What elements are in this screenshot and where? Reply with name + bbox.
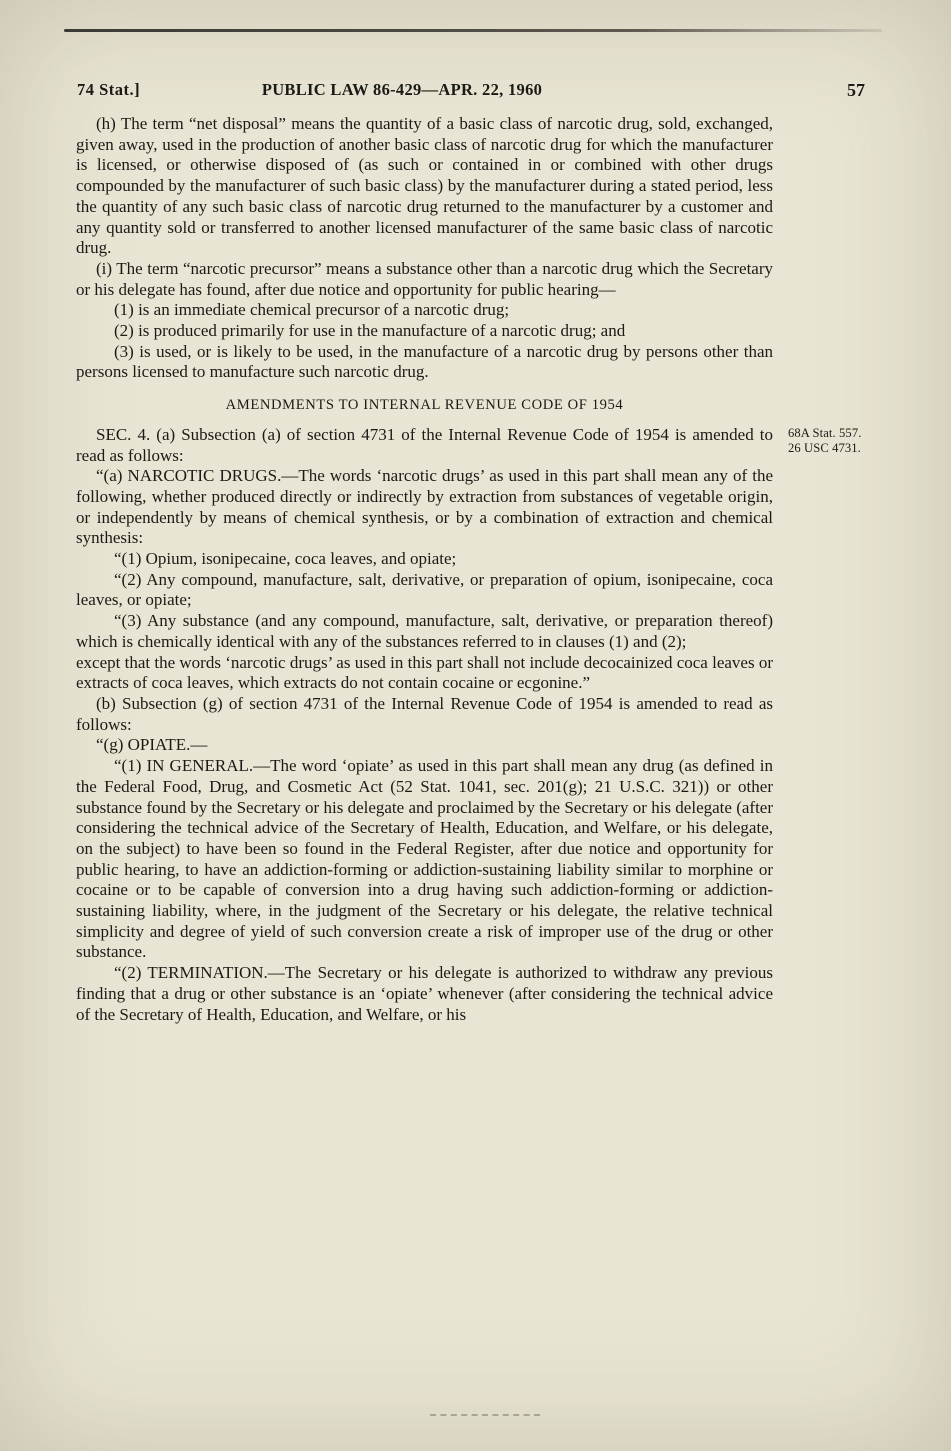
opiate-termination-clause: “(2) TERMINATION.—The Secretary or his delegate is authorized to withdraw any previous finding that a drug or other substance is an ‘opiate’ whenever (after considering the technical advice of the Secretary of Health, Education, and Welfare, or his [76,963,773,1024]
amendments-heading: AMENDMENTS TO INTERNAL REVENUE CODE OF 1954 [225,397,624,414]
narcotic-drugs-clause-2: “(2) Any compound, manufacture, salt, derivative, or preparation of opium, isonipecaine, coca leaves, or opiate; [76,569,773,610]
law-heading: PUBLIC LAW 86-429—APR. 22, 1960 [261,80,543,99]
narcotic-drugs-clause-3: “(3) Any substance (and any compound, manufacture, salt, derivative, or preparation thereof) which is chemically identical with any of the substances referred to in clauses (1) and (2); [76,611,773,651]
sec4-intro-paragraph [76,424,862,466]
definition-i-clause-2: (2) is produced primarily for use in the manufacture of a narcotic drug; and [114,321,626,341]
narcotic-drugs-clause-1: “(1) Opium, isonipecaine, coca leaves, and opiate; [114,549,457,569]
scan-artifact-line-top [64,29,882,32]
margin-note-line: 26 USC 4731. [788,440,861,455]
page-number: 57 [847,80,865,100]
running-head [0,80,951,106]
opiate-general-clause: “(1) IN GENERAL.—The word ‘opiate’ as used in this part shall mean any drug (as defined in the Federal Food, Drug, and Cosmetic Act (52 Stat. 1041, sec. 201(g); 21 U.S.C. 321)) or other substance found by the Secretary or his delegate and proclaimed by the Secretary or his delegate (after considering the technical advice of the Secretary of Health, Education, and Welfare, or his delegate, on the subject) to have been so found in the Federal Register, after due notice and opportunity for public hearing, to have an addiction-forming or addiction-sustaining liability similar to morphine or cocaine or to be capable of conversion into a drug having such addiction-forming or addiction-sustaining liability, where, in the judgment of the Secretary or his delegate, the relative technical simplicity and degree of yield of such conversion create a risk of improper use of the drug or other substance. [76,756,773,962]
definition-i-clause-1: (1) is an immediate chemical precursor of a narcotic drug; [114,300,510,320]
opiate-heading-line: “(g) OPIATE.— [96,735,208,755]
definition-h-paragraph: (h) The term “net disposal” means the quantity of a basic class of narcotic drug, sold, exchanged, given away, used in the production of another basic class of narcotic drug for which the manufacturer is licensed, or otherwise disposed of (as such or contained in or combined with other drugs compounded by the manufacturer of such basic class) by the manufacturer during a stated period, less the quantity of any such basic class of narcotic drug returned to the manufacturer by a customer and any quantity sold or transferred to another licensed manufacturer of the same basic class of narcotic drug. [76,114,773,258]
narcotic-drugs-definition: “(a) NARCOTIC DRUGS.—The words ‘narcotic drugs’ as used in this part shall mean any of the following, whether produced directly or indirectly by extraction from substances of vegetable origin, or independently by means of chemical synthesis, or by a combination of extraction and chemical synthesis: [76,466,773,548]
scan-artifact-marks-bottom [430,1414,540,1416]
narcotic-drugs-closing: except that the words ‘narcotic drugs’ as used in this part shall not include decocainized coca leaves or extracts of coca leaves, which extracts do not contain cocaine or ecgonine.” [76,652,773,693]
subsection-b-intro: (b) Subsection (g) of section 4731 of the Internal Revenue Code of 1954 is amended to read as follows: [76,693,773,734]
statute-body [76,114,862,1025]
margin-note-line: 68A Stat. 557. [788,425,862,440]
definition-i-paragraph: (i) The term “narcotic precursor” means a substance other than a narcotic drug which the Secretary or his delegate has found, after due notice and opportunity for public hearing— [76,258,773,299]
definition-i-clause-3: (3) is used, or is likely to be used, in the manufacture of a narcotic drug by persons other than persons licensed to manufacture such narcotic drug. [76,341,773,382]
sec4-intro-text: SEC. 4. (a) Subsection (a) of section 4731 of the Internal Revenue Code of 1954 is amended to read as follows: [76,424,773,465]
volume-citation: 74 Stat.] [77,80,141,99]
margin-note-citation [788,426,951,456]
